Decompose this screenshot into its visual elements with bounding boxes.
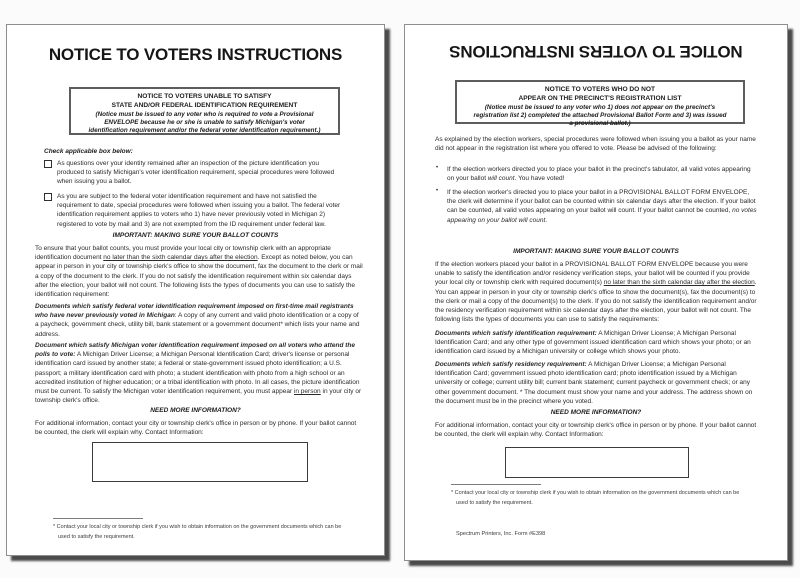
contact-information-box: [505, 447, 689, 478]
checkbox-label: As you are subject to the federal voter identification requirement and have not satisfied the requirement to date, special procedures were followed when issuing you a ballot. The federal voter identification requirement applies to voters who 1) have never previously voted in Michigan 2) registered to vote by mail and 3) are not exempted from the ID requirement under federal law.: [57, 193, 341, 228]
header-box: [455, 80, 745, 128]
paragraph-identification-documents: Documents which satisfy identification requirement: A Michigan Driver License; A Michigan Personal Identification Card; and any other type of government issued identification card which shows your photo; or an identification card issued by a Michigan university or college which shows your photo.: [435, 330, 751, 356]
contact-information-box: [92, 442, 308, 482]
page-right: [404, 24, 788, 561]
header-box-note: (Notice must be issued to any voter who is required to vote a Provisional ENVELOPE because he or she is unable to satisfy Michigan's voter identification requirement and/or the federal voter identification requirement.): [88, 110, 321, 135]
header-box-note: (Notice must be issued to any voter who 1) does not appear on the precinct's registration list 2) completed the attached Provisional Ballot Form and 3) was issued a provisional ballot.): [473, 103, 727, 128]
checkbox-icon[interactable]: [44, 193, 52, 201]
paragraph-residency-documents: Documents which satisfy residency requirement: A Michigan Driver License; a Michigan Personal Identification Card; government issued photo identification card; photo identification issued by a Michigan university or college; current utility bill; current bank statement; current paycheck or government check; or any other government document. * The document must show your name and your address. The address shown on the document must be in the precinct where you voted.: [435, 361, 753, 405]
need-more-heading: NEED MORE INFORMATION?: [150, 407, 241, 414]
paragraph-ensure-counts: To ensure that your ballot counts, you must provide your local city or township clerk with an appropriate identification document no later than the sixth calendar days after the election. Except as noted below, you can appear in person in your city or township clerk's office to show the document, fax the document to the clerk or mail a copy of the document to the clerk. If you do not satisfy the identification requirement within six calendar days after the election, your ballot will not count. The following lists the types of documents you can use to satisfy the identification requirement:: [35, 245, 363, 299]
checkbox-row-federal: [44, 192, 341, 229]
bullet-icon: •: [436, 165, 439, 171]
page-title: NOTICE TO VOTERS INSTRUCTIONS: [48, 45, 343, 64]
paragraph-envelope: If the election workers placed your ballot in a PROVISIONAL BALLOT FORM ENVELOPE because you were unable to satisfy the identification and/or residency verification steps, your ballot will be counted if you provide your local city or township clerk with required document(s) no later than the sixth calendar day after the election. You can appear in person in your city or township clerk's office to show the document(s), fax the document(s) to the clerk or mail a copy of the document(s) to the clerk. If you do not satisfy the identification requirement and/or the residency verification requirement within six calendar days after the election, your ballot will not count. The following lists the types of documents you can use to satisfy the requirements:: [435, 261, 757, 324]
checkbox-label: As questions over your identity remained after an inspection of the picture identification you produced to satisfy Michigan's voter identification requirement, special procedures were followed when issuing you a ballot.: [57, 160, 335, 186]
paragraph-explained: As explained by the election workers, special procedures were followed when issuing you a ballot as your name did not appear in the registration list where you offered to vote. Please be advised of the following:: [435, 136, 756, 153]
footnote: * Contact your local city or township clerk if you wish to obtain information on the government documents which can be used to satisfy the requirement.: [451, 490, 740, 506]
footnote-rule: [451, 484, 541, 485]
header-box-line2: STATE AND/OR FEDERAL IDENTIFICATION REQUIREMENT: [111, 101, 298, 109]
header-box: [69, 87, 340, 135]
footnote: * Contact your local city or township clerk if you wish to obtain information on the government documents which can be used to satisfy the requirement.: [53, 524, 342, 540]
paragraph-contact: For additional information, contact your city or township clerk's office in person or by phone. If your ballot cannot be counted, the clerk will explain why. Contact Information:: [35, 420, 357, 437]
check-instruction-label: Check applicable box below:: [44, 148, 133, 155]
bullet-item-provisional: [436, 188, 757, 225]
bullet-text: If the election worker's directed you to place your ballot in a PROVISIONAL BALLOT FORM ENVELOPE, the clerk will determine if your ballot can be counted within six calendar days after the election. If your ballot can be counted, all valid votes appearing on your ballot will count. If your ballot cannot be counted, no votes appearing on your ballot will count.: [447, 189, 757, 224]
checkbox-icon[interactable]: [44, 160, 52, 168]
important-heading: IMPORTANT: MAKING SURE YOUR BALLOT COUNTS: [112, 232, 279, 239]
paragraph-michigan-documents: Document which satisfy Michigan voter identification requirement imposed on all voters who attend the polls to vote: A Michigan Driver License; a Michigan Personal Identification Card; driver's license or personal identification card issued by another state; a federal or state-government issued photo identification; a U.S. passport; a military identification card with photo; a student identification with photo from a high school or an accredited institution of higher education; or a tribal identification with photo. In all cases, the picture identification must be current. To satisfy the Michigan voter identification requirement, you must appear in person in your city or township clerk's office.: [35, 342, 362, 405]
need-more-heading: NEED MORE INFORMATION?: [550, 409, 642, 416]
important-heading: IMPORTANT: MAKING SURE YOUR BALLOT COUNTS: [513, 248, 679, 255]
bullet-text: If the election workers directed you to place your ballot in the precinct's tabulator, all valid votes appearing on your ballot will count. You have voted!: [447, 166, 751, 183]
page-title-upside-down: NOTICE TO VOTERS INSTRUCTIONS: [449, 42, 743, 61]
header-box-line1: NOTICE TO VOTERS WHO DO NOT: [544, 86, 656, 93]
footnote-rule: [53, 518, 143, 519]
paragraph-federal-documents: Documents which satisfy federal voter identification requirement imposed on first-time mail registrants who have never previously voted in Michigan: A copy of any current and valid photo identification or a copy of a paycheck, government check, utility bill, bank statement or a government document* which lists your name and address.: [35, 303, 360, 338]
printer-form-footer: Spectrum Printers, Inc. Form #E398: [456, 531, 546, 537]
header-box-line2: APPEAR ON THE PRECINCT'S REGISTRATION LIST: [518, 94, 682, 102]
paragraph-contact: For additional information, contact your city or township clerk's office in person or by phone. If your ballot cannot be counted, the clerk will explain why. Contact Information:: [435, 422, 757, 439]
header-box-line1: NOTICE TO VOTERS UNABLE TO SATISFY: [137, 93, 272, 100]
checkbox-row-identity: [44, 159, 341, 187]
page-left: [6, 24, 385, 556]
bullet-icon: •: [436, 188, 439, 194]
bullet-item-tabulator: [436, 165, 757, 183]
